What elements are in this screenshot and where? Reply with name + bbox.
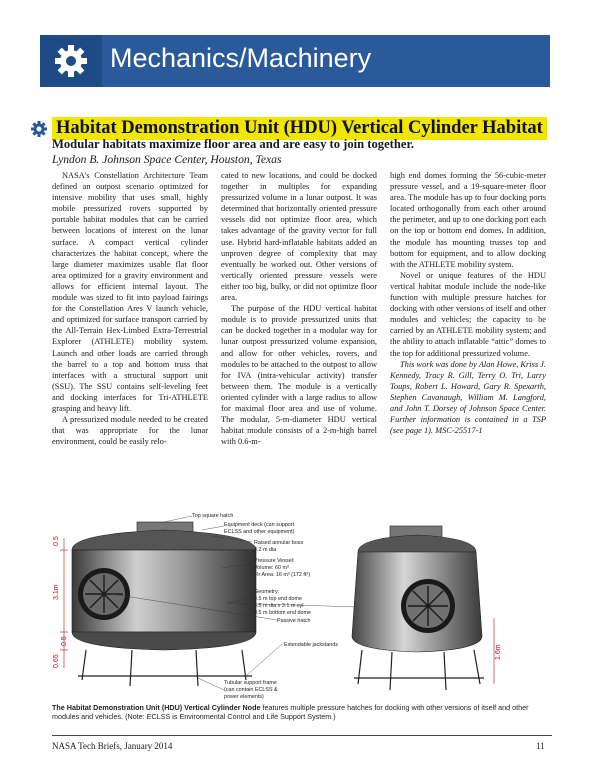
gear-icon [53,43,89,79]
dim-top-label: 0.5 [53,536,60,546]
label-frame-3: power elements) [224,694,264,700]
dim-bot2-label: 0.5 [61,636,68,646]
dim-mid-label: 3.1m [53,584,60,600]
text-column-2 [221,170,377,447]
article-title: Habitat Demonstration Unit (HDU) Vertical Cylinder Habitat [52,117,547,140]
section-icon-box [40,35,102,87]
label-pv-volume: Volume: 60 m³ [254,565,289,571]
paragraph: The purpose of the HDU vertical habitat module is to provide pressurized units that can be docked together in a modular way for lunar outpost pressurized volume expansion, and allow for other vehicles, rovers, and modules to be attached to the outpost to allow for IVA (intra-vehicular activity) transfer between them. The module is a vertically oriented cylinder with a large radius to allow for maximal floor area and use of volume. The modular, 5-m-diameter HDU vertical habitat module consists of a 2-m-high barrel with 0.6-m- [221,304,377,447]
label-top-hatch: Top square hatch [192,513,234,519]
text-column-1 [52,170,208,447]
section-title: Mechanics/Machinery [110,43,372,73]
caption-bold: The Habitat Demonstration Unit (HDU) Vertical Cylinder Node [52,703,261,712]
label-jackstands: Extendable jackstands [284,642,338,648]
label-pv-title: Pressure Vessel: [254,558,295,564]
paragraph: cated to new locations, and could be docked together in multiples for expanding pressurized volume in a lunar outpost. It was determined that horizontally oriented pressure vessels did not optimize floor area, which takes advantage of the gravity vector for full use. Hybrid hard-inflatable habitats added an unproven degree of complexity that may eventually be worked out. Other versions of vertically oriented pressure vessels were either too big, bulky, or did not optimize floor area. [221,171,377,303]
paragraph: Novel or unique features of the HDU vertical habitat module include the node-like function with multiple pressure hatches for docking with other versions of itself and other modules and vehicles; the capacity to be carried by an ATHLETE mobility system; and the ability to attach inflatable “attic” domes to the top for additional pressurized volume. [390,270,546,358]
credits-paragraph: This work was done by Alan Howe, Kriss J. Kennedy, Tracy R. Gill, Terry O. Tri, Larry Toups, Robert L. Howard, Gary R. Spexarth, Stephen Cavanaugh, William M. Langford, and John T. Dorsey of Johnson Space Center. Further information is contained in a TSP (see page 1). MSC-25517-1 [390,359,546,436]
article-location: Lyndon B. Johnson Space Center, Houston, Texas [52,153,282,166]
label-frame-1: Tubular support frame [224,680,277,686]
label-passive-hatch: Passive hatch [277,618,311,624]
label-annular-boss: Raised annular boss [254,540,304,546]
label-geom-1: 0.5 m top end dome [254,596,302,602]
label-equip-deck-2: ECLSS and other equipment) [224,529,295,535]
text-column-3 [390,170,546,436]
right-habitat-drawing [352,526,502,690]
page-number: 11 [536,741,545,751]
paragraph: high end domes forming the 56-cubic-meter pressure vessel, and a 19-square-meter floor area. The module has up to four docking ports located orthogonally from each other around the perimeter, and up to one docking port each on the top or bottom end domes. In addition, the module has mounting trusses top and bottom for equipment, and to allow docking with the ATHLETE mobility system. [390,171,546,269]
dim-right-label: 1.6m [495,644,502,660]
caption-text: features multiple pressure hatches for docking with other versions of itself and other modules and vehicles. (Note: ECLSS is Environmental Control and Life Support System.) [52,703,529,721]
paragraph: A pressurized module needed to be created that was appropriate for the lunar environment, could be easily relo- [52,415,208,447]
label-geom-3: 0.5 m bottom end dome [254,610,311,616]
label-annular-boss-2: 4.2 m dia [254,547,277,553]
label-geom-2: 4.5 m dia x 3.1 m cyl [254,603,304,609]
label-equip-deck: Equipment deck (can support [224,522,295,528]
paragraph: NASA's Constellation Architecture Team defined an outpost scenario optimized for intensive mobility that uses small, highly mobile pressurized rovers supported by portable habitat modules that can be carried between locations of interest on the lunar surface. A compact vertical cylinder characterizes the habitat concept, where the large diameter maximizes usable flat floor area optimized for a gravity environment and allows for efficient internal layout. The module was sized to fit into payload fairings for the Constellation Ares V launch vehicle, and optimized for surface transport carried by the All-Terrain Hex-Limbed Extra-Terrestrial Explorer (ATHLETE) mobility system. Launch and other loads are carried through the barrel to a top and bottom truss that interfaces with a structural support unit (SSU). The SSU contains self-leveling feet and docking interfaces for Tri-ATHLETE grasping and heavy lift. [52,171,208,413]
footer-rule [52,735,552,736]
label-geom-title: Geometry: [254,589,280,595]
gear-bullet-icon [30,120,48,138]
label-pv-area: Flr Area: 16 m² (172 ft²) [254,572,311,578]
article-subtitle: Modular habitats maximize floor area and are easy to join together. [52,137,415,151]
dim-bot-label: 0.65 [53,654,60,668]
figure-caption [52,703,552,721]
left-habitat-drawing [53,522,256,686]
label-frame-2: (can contain ECLSS & [224,687,278,693]
habitat-figure [52,508,552,700]
footer-publication: NASA Tech Briefs, January 2014 [52,741,173,751]
